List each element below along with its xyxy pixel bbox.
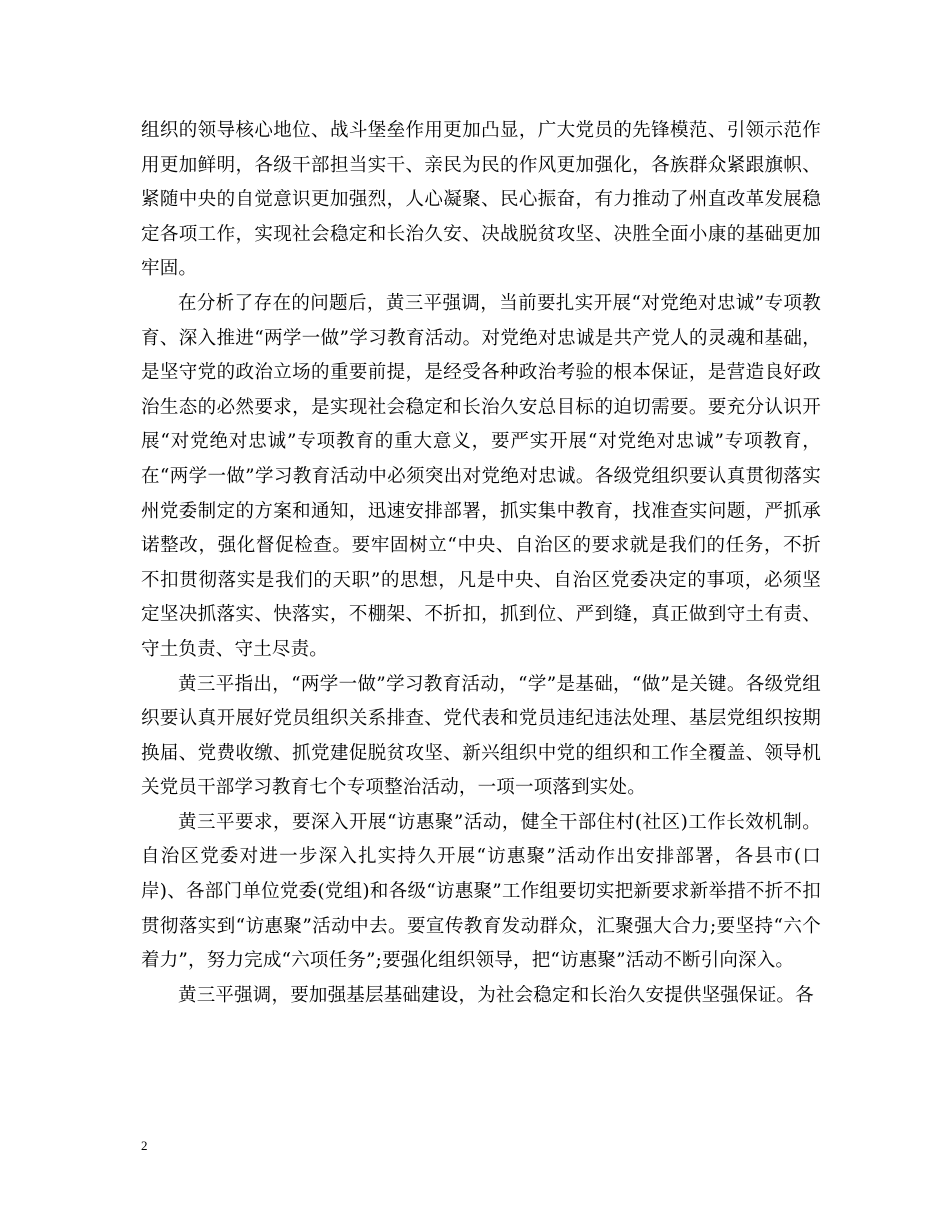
page-number: 2 (141, 1138, 148, 1153)
paragraph-continued: 组织的领导核心地位、战斗堡垒作用更加凸显，广大党员的先锋模范、引领示范作用更加鲜明，各级干部担当实干、亲民为民的作风更加强化，各族群众紧跟旗帜、紧随中央的自觉意识更加强烈，人心凝聚、民心振奋，有力推动了州直改革发展稳定各项工作，实现社会稳定和长治久安、决战脱贫攻坚、决胜全面小康的基础更加牢固。 (141, 120, 821, 280)
paragraph-two-studies: 黄三平指出，“两学一做”学习教育活动，“学”是基础，“做”是关键。各级党组织要认真开展好党员组织关系排查、党代表和党员违纪违法处理、基层党组织按期换届、党费收缴、抓党建促脱贫攻坚、新兴组织中党的组织和工作全覆盖、领导机关党员干部学习教育七个专项整治活动，一项一项落到实处。 (141, 673, 821, 799)
paragraph-absolute-loyalty: 在分析了存在的问题后，黄三平强调，当前要扎实开展“对党绝对忠诚”专项教育、深入推进“两学一做”学习教育活动。对党绝对忠诚是共产党人的灵魂和基础，是坚守党的政治立场的重要前提，是经受各种政治考验的根本保证，是营造良好政治生态的必然要求，是实现社会稳定和长治久安总目标的迫切需要。要充分认识开展“对党绝对忠诚”专项教育的重大意义，要严实开展“对党绝对忠诚”专项教育，在“两学一做”学习教育活动中必须突出对党绝对忠诚。各级党组织要认真贯彻落实州党委制定的方案和通知，迅速安排部署，抓实集中教育，找准查实问题，严抓承诺整改，强化督促检查。要牢固树立“中央、自治区的要求就是我们的任务，不折不扣贯彻落实是我们的天职”的思想，凡是中央、自治区党委决定的事项，必须坚定坚决抓落实、快落实，不棚架、不折扣，抓到位、严到缝，真正做到守土有责、守土负责、守土尽责。 (141, 292, 821, 660)
document-body (141, 114, 821, 1013)
paragraph-fanghuiju: 黄三平要求，要深入开展“访惠聚”活动，健全干部住村(社区)工作长效机制。自治区党委对进一步深入扎实持久开展“访惠聚”活动作出安排部署，各县市(口岸)、各部门单位党委(党组)和各级“访惠聚”工作组要切实把新要求新举措不折不扣贯彻落实到“访惠聚”活动中去。要宣传教育发动群众，汇聚强大合力;要坚持“六个着力”，努力完成“六项任务”;要强化组织领导，把“访惠聚”活动不断引向深入。 (141, 811, 821, 972)
paragraph-grassroots: 黄三平强调，要加强基层基础建设，为社会稳定和长治久安提供坚强保证。各 (178, 984, 814, 1006)
